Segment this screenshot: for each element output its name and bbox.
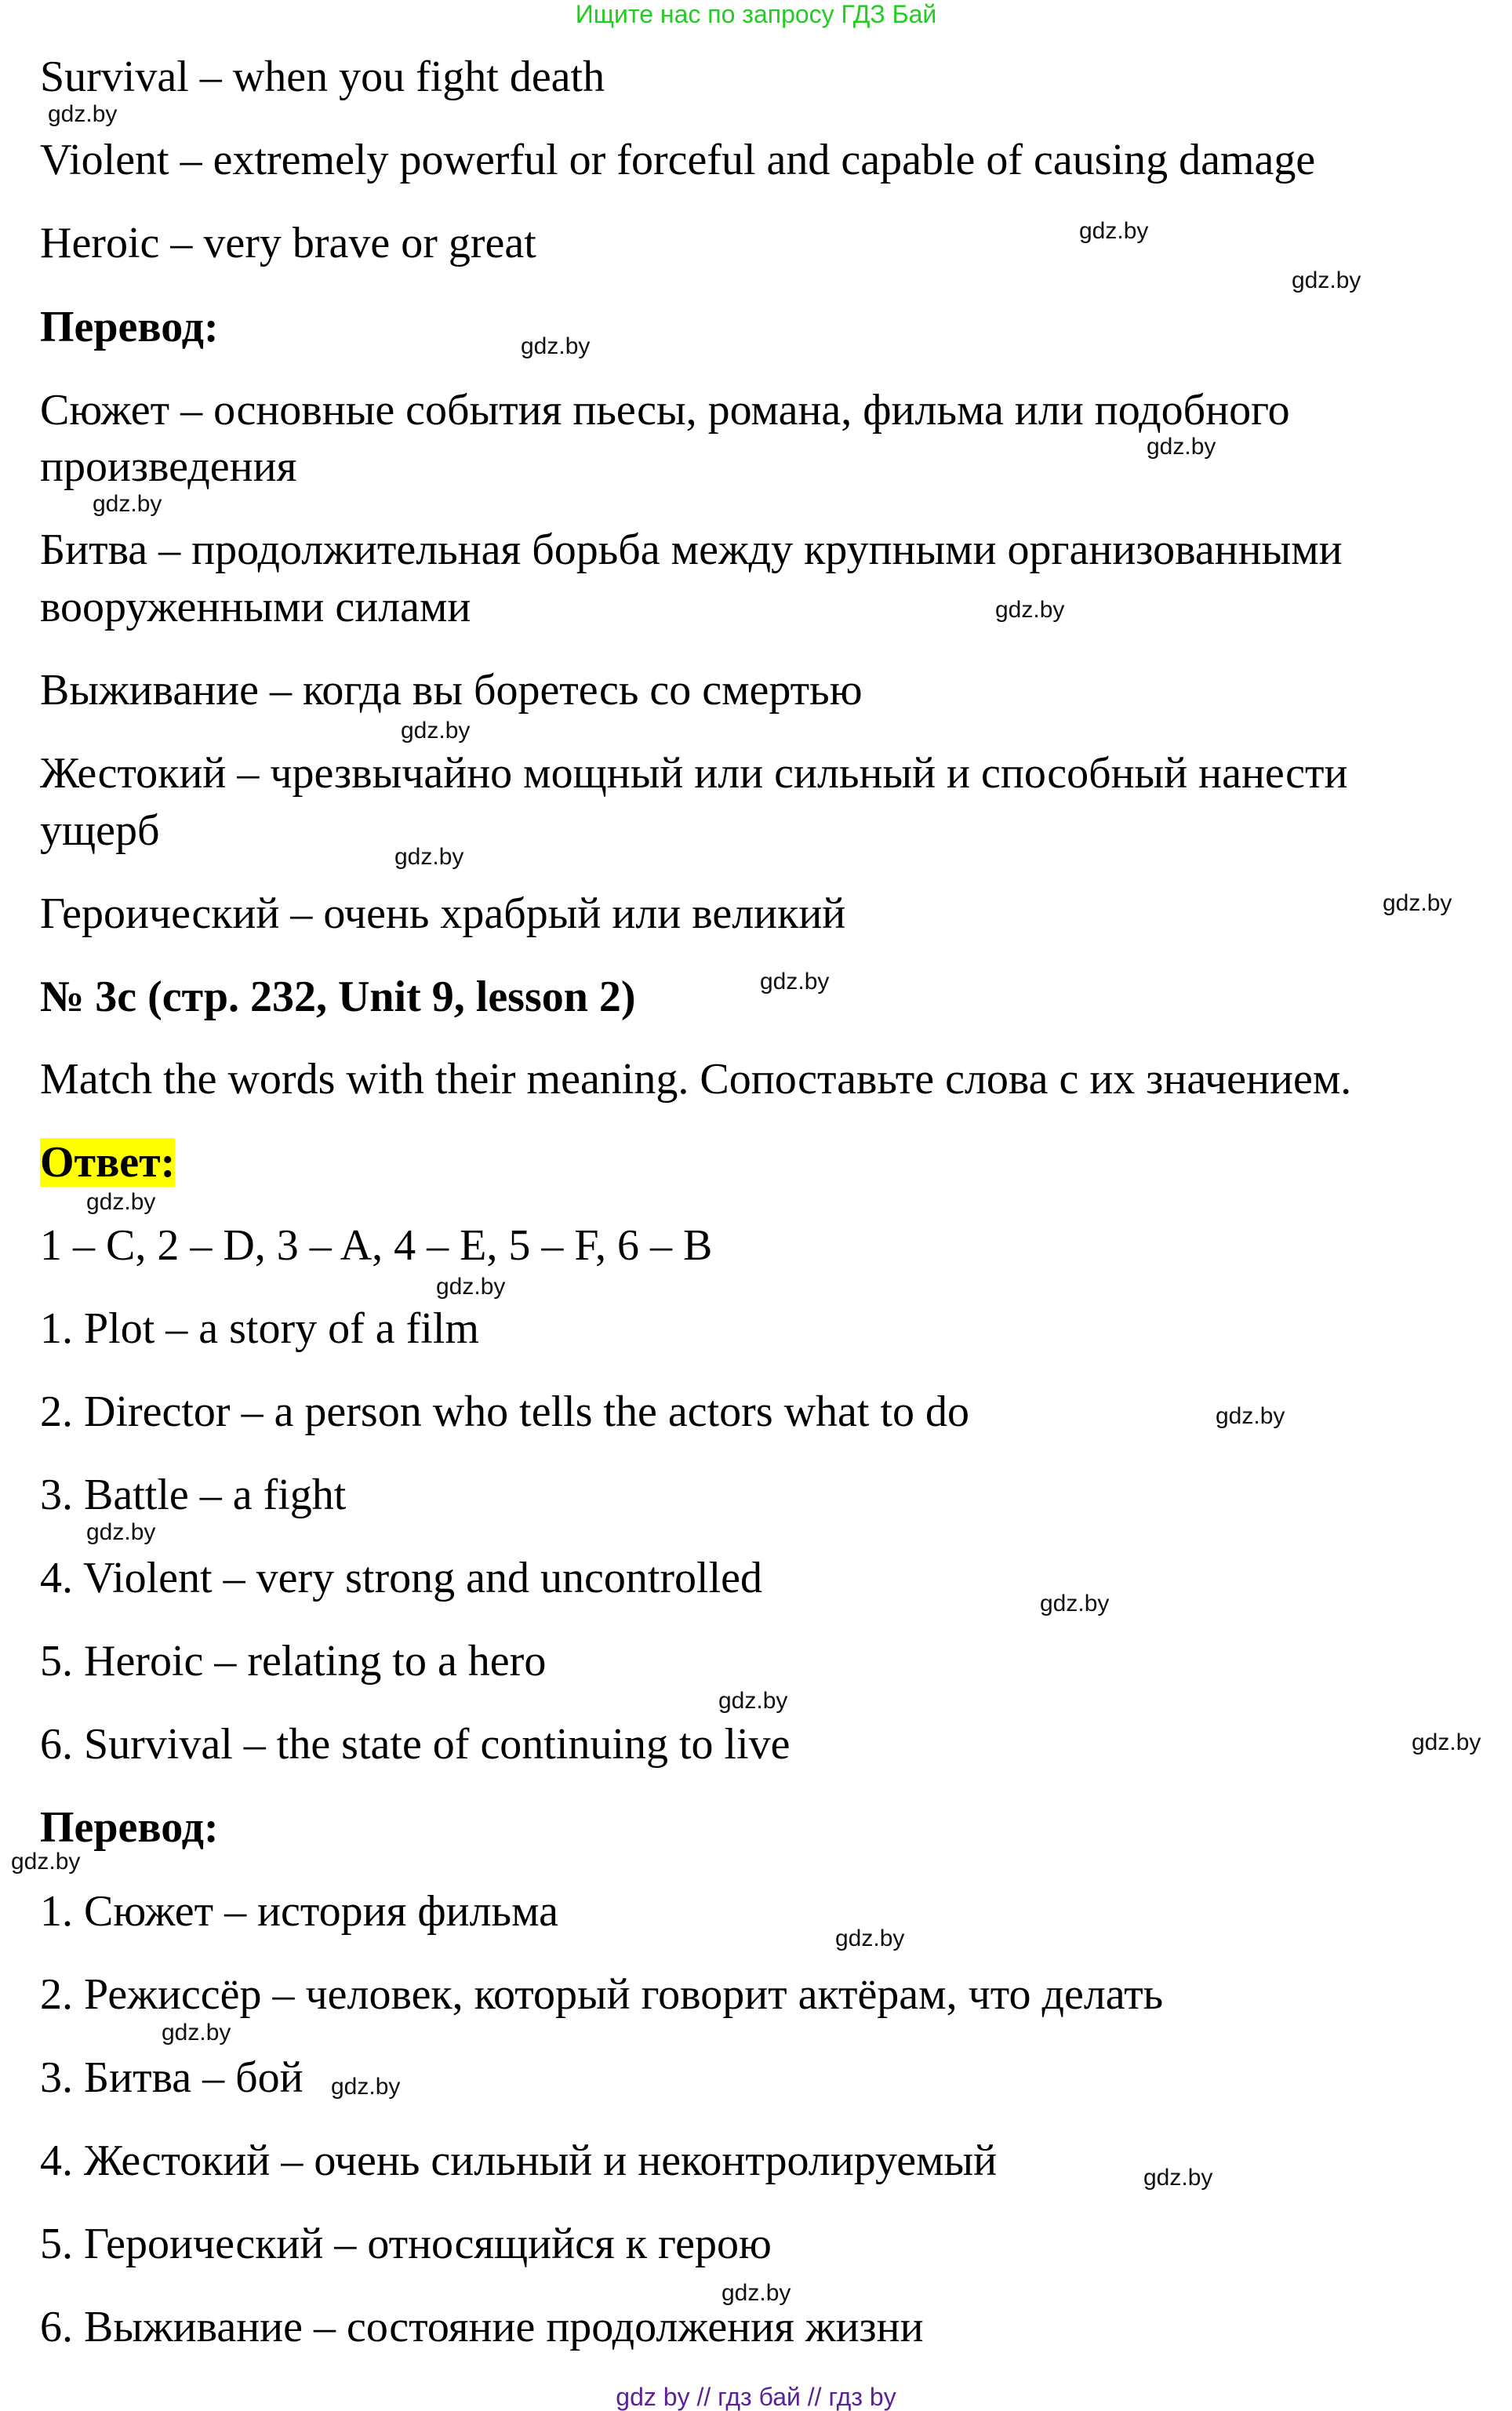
- footer-links[interactable]: gdz by // гдз бай // гдз by: [616, 2383, 896, 2411]
- translation-zhestokiy: Жестокий – чрезвычайно мощный или сильный и способный нанести: [40, 749, 1348, 798]
- translation-item: 2. Режиссёр – человек, который говорит актёрам, что делать: [40, 1970, 1164, 2019]
- answer-item: 6. Survival – the state of continuing to live: [40, 1720, 791, 1769]
- watermark: gdz.by: [436, 1274, 506, 1300]
- translation-item: 3. Битва – бой: [40, 2053, 303, 2102]
- translation-syuzhet-cont: произведения: [40, 442, 297, 491]
- watermark: gdz.by: [86, 1189, 156, 1215]
- answer-key: 1 – C, 2 – D, 3 – A, 4 – E, 5 – F, 6 – B: [40, 1221, 713, 1270]
- watermark: gdz.by: [760, 969, 830, 995]
- watermark: gdz.by: [718, 1688, 788, 1714]
- definition-violent: Violent – extremely powerful or forceful and capable of causing damage: [40, 136, 1316, 184]
- task-instructions: Match the words with their meaning. Сопоставьте слова с их значением.: [40, 1055, 1352, 1104]
- watermark: gdz.by: [394, 844, 464, 870]
- watermark: gdz.by: [521, 333, 591, 359]
- answer-label: Ответ:: [40, 1138, 176, 1187]
- translation-heading: Перевод:: [40, 303, 219, 351]
- watermark: gdz.by: [86, 1519, 156, 1545]
- search-banner[interactable]: Ищите нас по запросу ГДЗ Бай: [575, 0, 937, 28]
- watermark: gdz.by: [162, 2020, 231, 2046]
- answer-item: 3. Battle – a fight: [40, 1471, 347, 1519]
- watermark: gdz.by: [401, 718, 471, 744]
- watermark: gdz.by: [1292, 267, 1361, 293]
- watermark: gdz.by: [11, 1849, 81, 1875]
- definition-survival: Survival – when you fight death: [40, 53, 605, 101]
- watermark: gdz.by: [835, 1926, 905, 1951]
- watermark: gdz.by: [48, 101, 118, 127]
- translation-vyzhivanie: Выживание – когда вы боретесь со смертью: [40, 666, 863, 715]
- watermark: gdz.by: [1079, 218, 1149, 244]
- translation-bitva: Битва – продолжительная борьба между крупными организованными: [40, 525, 1343, 574]
- watermark: gdz.by: [1143, 2165, 1213, 2191]
- translation-zhestokiy-cont: ущерб: [40, 806, 160, 855]
- translation-syuzhet: Сюжет – основные события пьесы, романа, фильма или подобного: [40, 386, 1290, 435]
- answer-item: 4. Violent – very strong and uncontrolled: [40, 1554, 762, 1602]
- watermark: gdz.by: [721, 2280, 791, 2306]
- watermark: gdz.by: [1216, 1403, 1285, 1429]
- translation-item: 4. Жестокий – очень сильный и неконтролируемый: [40, 2136, 998, 2185]
- watermark: gdz.by: [1147, 434, 1216, 460]
- watermark: gdz.by: [1412, 1729, 1481, 1755]
- translation-bitva-cont: вооруженными силами: [40, 583, 471, 631]
- translation-item: 5. Героический – относящийся к герою: [40, 2220, 772, 2268]
- translation-item: 1. Сюжет – история фильма: [40, 1887, 559, 1936]
- watermark: gdz.by: [995, 597, 1065, 623]
- translation-heading-2: Перевод:: [40, 1803, 219, 1852]
- watermark: gdz.by: [1040, 1591, 1110, 1616]
- task-title: № 3c (стр. 232, Unit 9, lesson 2): [40, 973, 636, 1021]
- definition-heroic: Heroic – very brave or great: [40, 219, 536, 267]
- answer-item: 5. Heroic – relating to a hero: [40, 1637, 547, 1686]
- answer-item: 2. Director – a person who tells the actors what to do: [40, 1387, 970, 1436]
- answer-item: 1. Plot – a story of a film: [40, 1304, 479, 1353]
- translation-geroicheskiy: Героический – очень храбрый или великий: [40, 889, 846, 938]
- translation-item: 6. Выживание – состояние продолжения жизни: [40, 2303, 924, 2351]
- watermark: gdz.by: [331, 2074, 401, 2100]
- watermark: gdz.by: [1383, 890, 1452, 916]
- watermark: gdz.by: [93, 491, 162, 517]
